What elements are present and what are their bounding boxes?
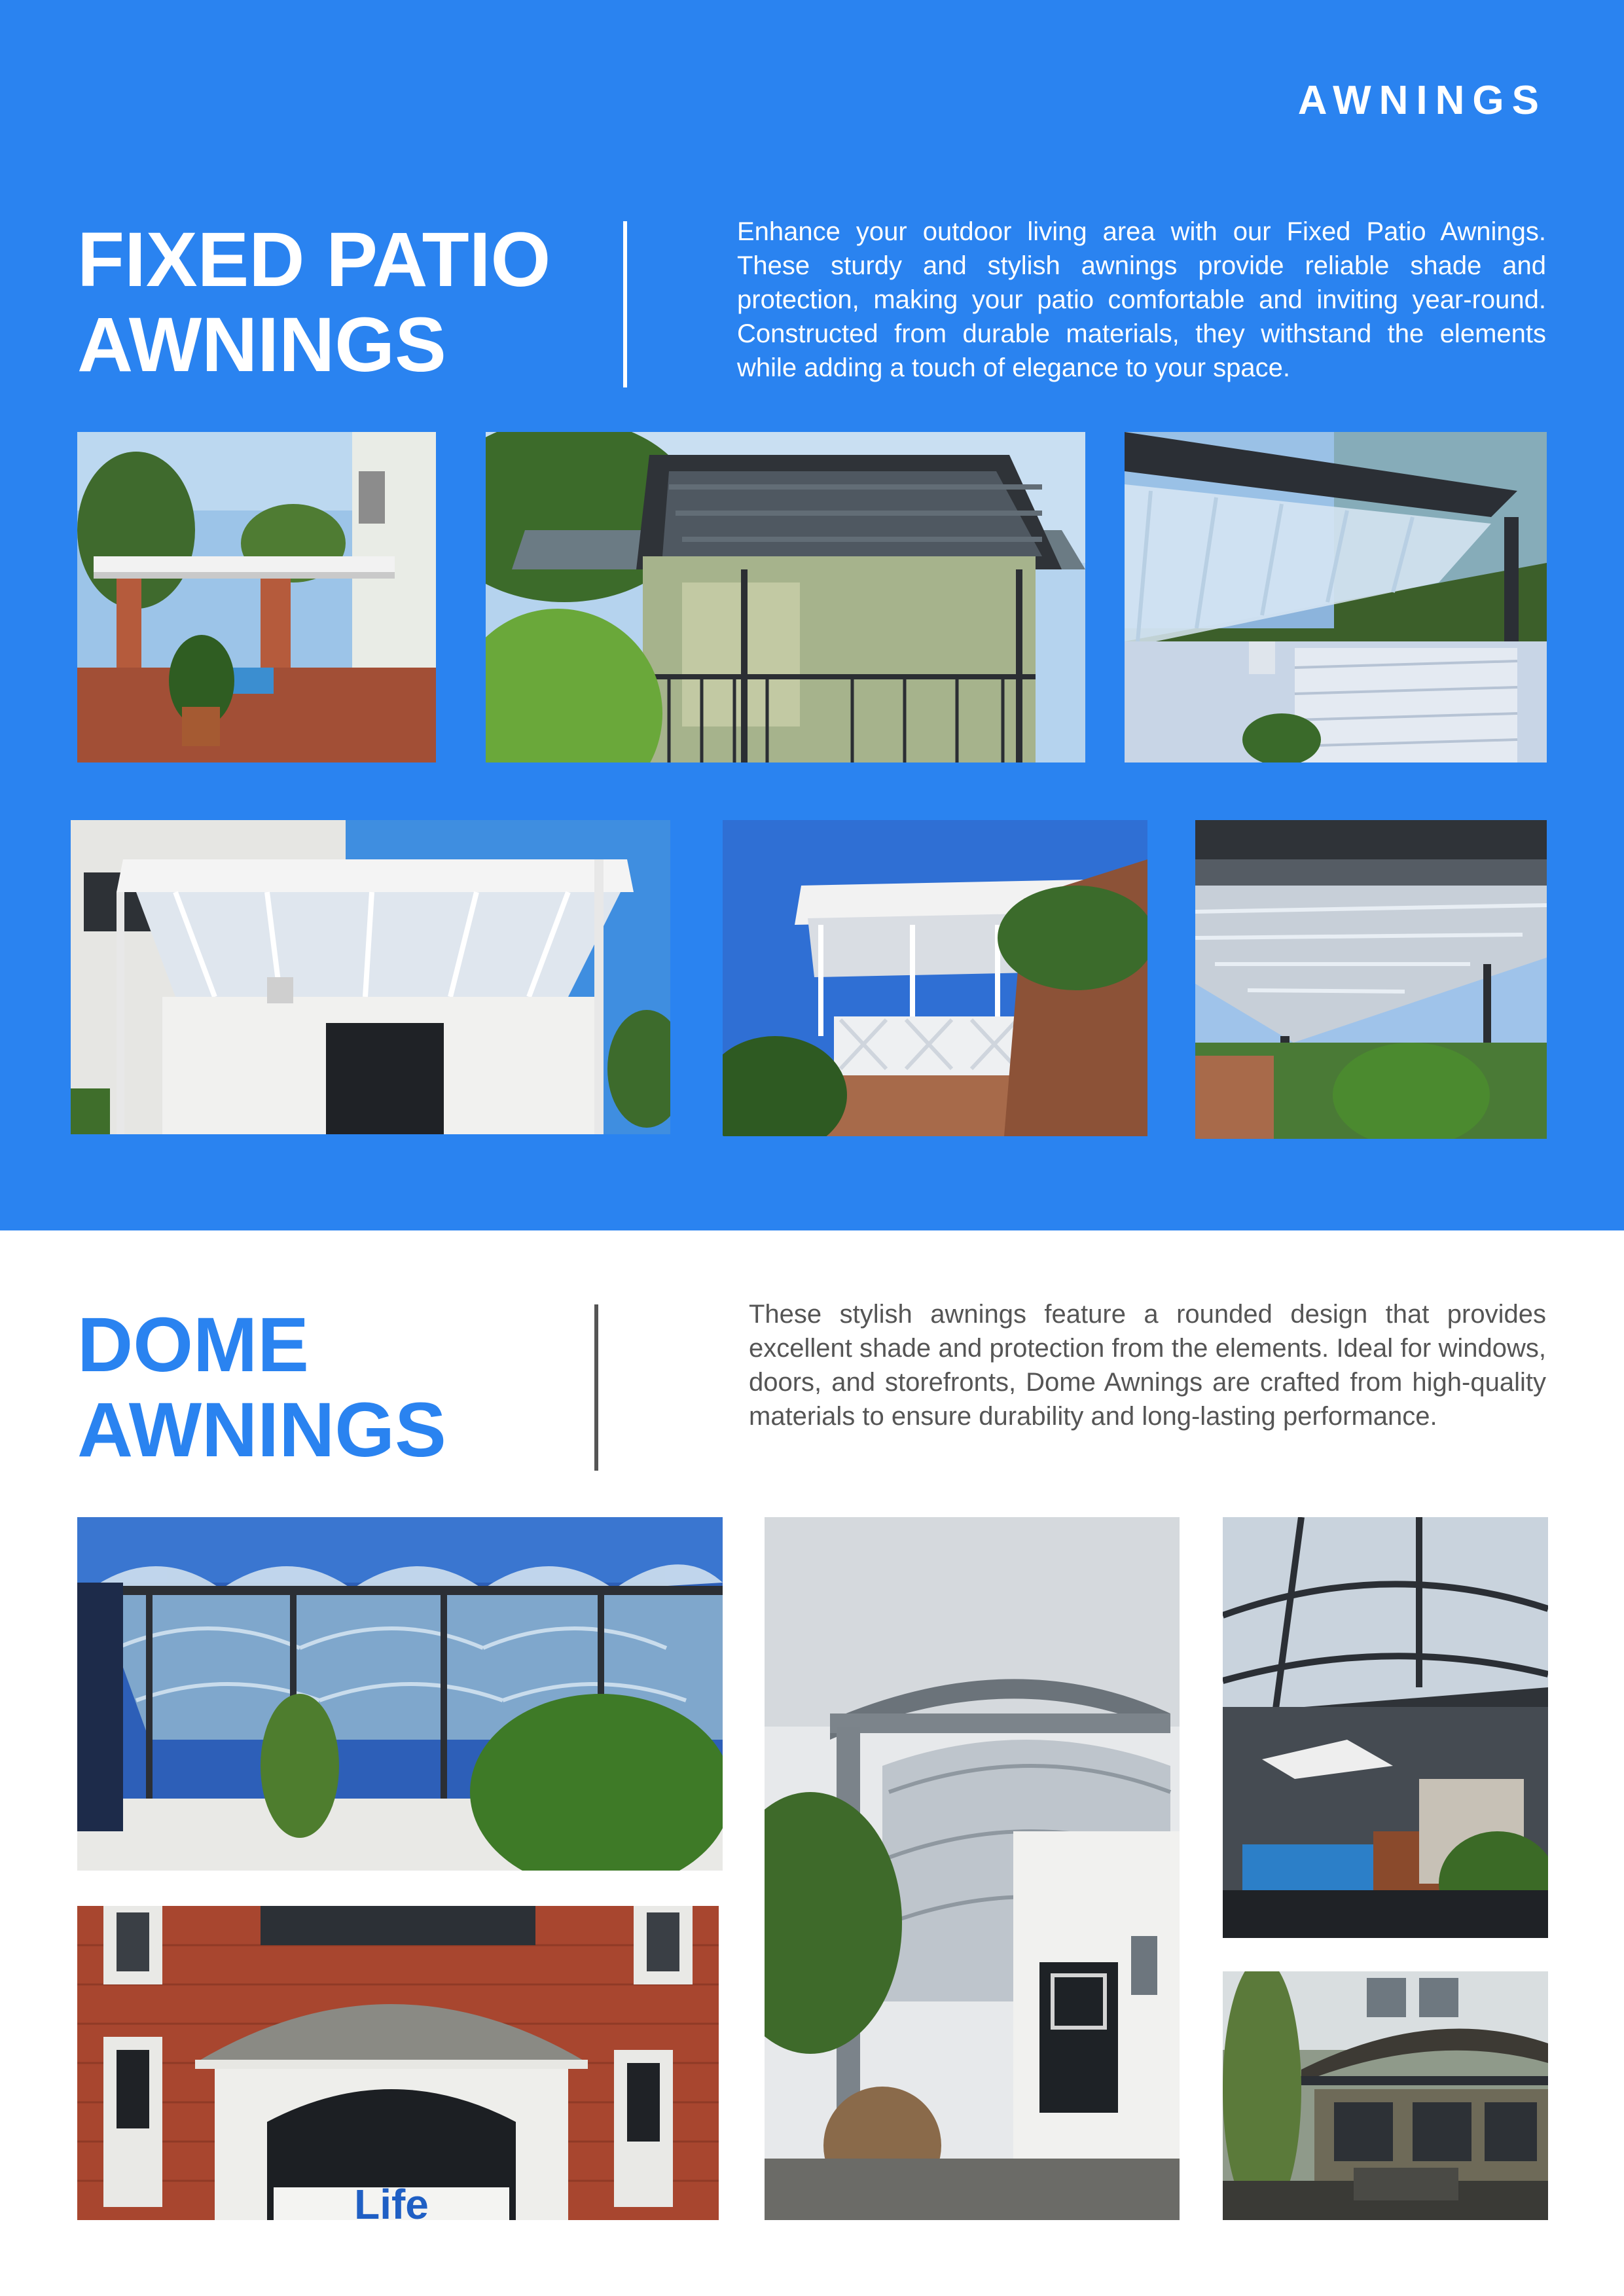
category-label: AWNINGS [1297, 78, 1547, 123]
dome-title-line-1: DOME [77, 1302, 309, 1388]
dome-awning-photo-5 [1223, 1971, 1548, 2220]
fixed-title-line-1: FIXED PATIO [77, 217, 551, 303]
dome-title-line-2: AWNINGS [77, 1387, 446, 1473]
fixed-section-description: Enhance your outdoor living area with our Fixed Patio Awnings. These sturdy and stylish awnings provide reliable shade and protection, making your patio comfortable and inviting year-round. Constructed from durable materials, they withstand the elements while adding a touch of elegance to your space. [737, 217, 1546, 382]
fixed-section-title [77, 217, 550, 387]
fixed-awning-photo-6 [1195, 820, 1547, 1139]
dome-section-divider [594, 1304, 598, 1471]
storefront-sign-text: Life [354, 2181, 429, 2220]
dome-awning-photo-3 [1223, 1517, 1548, 1938]
dome-awning-photo-4 [77, 1906, 719, 2220]
dome-section-title [77, 1302, 446, 1473]
fixed-section-divider [623, 221, 627, 387]
dome-section-description: These stylish awnings feature a rounded design that provides excellent shade and protection from the elements. Ideal for windows, doors, and storefronts, Dome Awnings are crafted from high-quality materials to ensure durability and long-lasting performance. [749, 1300, 1546, 1431]
fixed-awning-photo-2 [486, 432, 1085, 762]
dome-awning-photo-2 [765, 1517, 1180, 2220]
fixed-awning-photo-1 [77, 432, 436, 762]
fixed-title-line-2: AWNINGS [77, 302, 446, 388]
fixed-awning-photo-3 [1125, 432, 1547, 762]
dome-awning-photo-1 [77, 1517, 723, 1871]
fixed-awning-photo-5 [723, 820, 1147, 1136]
fixed-awning-photo-4 [71, 820, 670, 1134]
